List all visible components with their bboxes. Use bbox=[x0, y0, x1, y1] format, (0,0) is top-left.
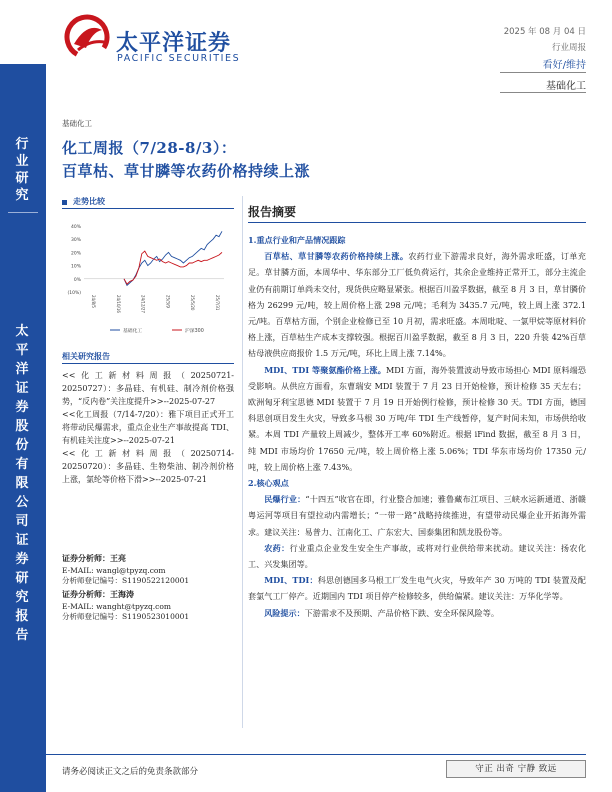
industry-label: 基础化工 bbox=[546, 81, 586, 92]
paragraph-pesticide-view bbox=[248, 540, 586, 572]
report-date: 2025 年 08 月 04 日 bbox=[503, 27, 586, 37]
x-tick-label: 24/8/5 bbox=[91, 295, 96, 308]
paragraph-text: 下游需求不及预期、产品价格下跌、安全环保风险等。 bbox=[304, 607, 499, 618]
paragraph-text: MDI 方面，海外装置波动导致市场担心 MDI 原料端恐受影响。从供应方面看，东曹瑞安 MDI 装置于 7 月 23 日开始检修，预计检修 35 天左右；欧洲匈牙利宝思德 MDI 装置于 7 月 19 日开始例行检修，预计检修 30 天。TDI 方面，德国科思创项目发生火灾，导致多马根 30 万吨/年 TDI 生产线暂停，复产时间未知，市场供给收紧。本周 TDI 产量较上周减少，整体开工率 60%附近。根据 iFind 数据，截至 8 月 3 日，纯 MDI 市场均价 17650 元/吨，较上周价格上涨 5.06%；TDI 华东市场均价 17350 元/吨，较上周价格上涨 7.43%。 bbox=[248, 364, 586, 472]
logo-company-english: PACIFIC SECURITIES bbox=[117, 53, 241, 64]
band-char: 行 bbox=[15, 137, 31, 152]
analyst-email[interactable]: E-MAIL: wangl@tpyzq.com bbox=[62, 565, 166, 575]
related-report-item[interactable]: <<化工新材料周报（20250714-20250720）：多晶硅、生物柴油、制冷剂价格上涨，氯纶等价格下滑>>--2025-07-21 bbox=[62, 449, 234, 484]
sector-label: 基础化工 bbox=[62, 119, 92, 128]
paragraph-mdi-tdi bbox=[248, 572, 586, 604]
analyst-name: 证券分析师：王海涛 bbox=[62, 589, 134, 599]
band-char: 告 bbox=[15, 628, 31, 643]
paragraph-keyword: MDI、TDI： bbox=[264, 575, 318, 586]
x-tick-label: 24/10/16 bbox=[115, 295, 121, 313]
section-divider bbox=[62, 363, 234, 364]
y-tick-label: (10%) bbox=[67, 291, 81, 296]
band-label-company-report bbox=[0, 322, 46, 645]
paragraph-risk bbox=[248, 605, 586, 621]
related-reports-heading: 相关研究报告 bbox=[62, 351, 110, 361]
band-char: 研 bbox=[15, 171, 31, 186]
analyst-block bbox=[62, 553, 237, 587]
analyst-email[interactable]: E-MAIL: wanght@tpyzq.com bbox=[62, 601, 171, 611]
paragraph-text: 农药行业下游需求良好，海外需求旺盛，订单充足。草甘膦方面，本周华中、华东部分工厂低负荷运行，其余企业维持正常开工，部分主流企业仍有前期订单尚未交付，现货供应略显紧张。根据百川盈孚数据，截至 8 月 3 日，草甘膦价格为 26299 元/吨，较上周价格上涨 298 元/吨；毛利为 3435.7 元/吨，较上周上涨 372.1 元/吨。百草枯方面，个别企业检修已至 10 月初，需求旺盛。本周吡啶、一氯甲烷等原材料价格上涨，百草枯生产成本支撑较强。根据百川盈孚数据，截至 8 月 3 日，220 升装 42%百草枯母液供应商报价 1.5 万元/吨，环比上周上涨 7.14%。 bbox=[248, 251, 586, 359]
footer-disclaimer: 请务必阅读正文之后的免责条款部分 bbox=[62, 767, 199, 777]
analyst-name: 证券分析师：王亮 bbox=[62, 553, 126, 563]
band-char: 太 bbox=[15, 324, 31, 339]
column-divider bbox=[242, 196, 243, 728]
section-divider bbox=[248, 222, 586, 223]
paragraph-explosives bbox=[248, 491, 586, 540]
pacific-securities-logo-icon bbox=[64, 14, 110, 60]
paragraph-keyword: 风险提示： bbox=[264, 607, 305, 618]
band-char: 份 bbox=[15, 438, 31, 453]
legend-label: 基础化工 bbox=[123, 328, 143, 334]
x-tick-label: 25/5/20 bbox=[190, 295, 196, 311]
y-tick-label: 10% bbox=[70, 264, 81, 270]
paragraph-keyword: 百草枯、草甘膦等农药价格持续上涨。 bbox=[264, 251, 409, 262]
band-char: 报 bbox=[15, 609, 31, 624]
trend-heading bbox=[62, 196, 105, 207]
y-tick-label: 30% bbox=[70, 238, 81, 244]
analyst-block bbox=[62, 589, 237, 623]
rating-label: 看好/维持 bbox=[542, 60, 586, 71]
y-tick-label: 40% bbox=[70, 225, 81, 230]
x-tick-label: 24/12/27 bbox=[140, 295, 146, 313]
left-side-band bbox=[0, 64, 46, 792]
trend-heading-text: 走势比较 bbox=[73, 196, 105, 206]
band-char: 限 bbox=[15, 476, 31, 491]
analyst-cert: 分析师登记编号：S1190523010001 bbox=[62, 612, 190, 621]
summary-body bbox=[248, 232, 586, 621]
band-char: 证 bbox=[15, 533, 31, 548]
band-char: 司 bbox=[15, 514, 31, 529]
x-tick-label: 25/3/9 bbox=[165, 295, 171, 308]
series-line bbox=[124, 231, 222, 285]
section-divider bbox=[62, 208, 234, 209]
y-tick-label: 20% bbox=[70, 251, 81, 257]
band-char: 券 bbox=[15, 552, 31, 567]
band-char: 研 bbox=[15, 571, 31, 586]
report-title-line2: 百草枯、草甘膦等农药价格持续上涨 bbox=[62, 162, 311, 180]
report-title-line1: 化工周报（7/28-8/3）： bbox=[62, 139, 237, 157]
summary-title: 报告摘要 bbox=[248, 205, 297, 219]
related-reports-list bbox=[62, 369, 234, 486]
trend-chart bbox=[62, 220, 232, 340]
report-type: 行业周报 bbox=[551, 43, 586, 53]
band-char: 洋 bbox=[15, 362, 31, 377]
y-tick-label: 0% bbox=[73, 277, 81, 283]
footer-motto: 守正 出奇 宁静 致远 bbox=[446, 760, 586, 778]
band-char: 究 bbox=[15, 188, 31, 203]
paragraph-text: 科思创德国多马根工厂发生电气火灾，导致年产 30 万吨的 TDI 装置及配套氯气工厂停产。近期国内 TDI 项目停产检修较多，供给偏紧。建议关注：万华化学等。 bbox=[248, 575, 587, 602]
band-char: 公 bbox=[15, 495, 31, 510]
series-line bbox=[124, 251, 222, 284]
footer-divider bbox=[46, 754, 586, 755]
paragraph-pesticide bbox=[248, 248, 586, 361]
band-label-industry-research bbox=[0, 136, 46, 204]
header-divider bbox=[500, 72, 586, 73]
paragraph-polyurethane bbox=[248, 362, 586, 475]
band-char: 究 bbox=[15, 590, 31, 605]
legend-label: 沪深300 bbox=[185, 328, 204, 334]
x-tick-label: 25/7/31 bbox=[215, 295, 220, 311]
paragraph-keyword: 民爆行业： bbox=[264, 494, 306, 505]
related-report-item[interactable]: <<化工周报（7/14-7/20）：雅下项目正式开工将带动民爆需求，重点企业生产事故提高 TDI、有机硅关注度>>--2025-07-21 bbox=[62, 410, 234, 445]
band-char: 券 bbox=[15, 400, 31, 415]
paragraph-text: 行业重点企业发生安全生产事故，或将对行业供给带来扰动。建议关注：扬农化工、兴发集团等。 bbox=[248, 542, 586, 570]
paragraph-keyword: 农药： bbox=[264, 542, 290, 553]
band-char: 平 bbox=[15, 343, 31, 358]
logo-company-name: 太平洋证券 bbox=[116, 31, 232, 56]
band-divider bbox=[8, 212, 38, 213]
analyst-cert: 分析师登记编号：S1190522120001 bbox=[62, 576, 190, 585]
section-heading: 1.重点行业和产品情况跟踪 bbox=[248, 235, 346, 245]
band-char: 有 bbox=[15, 457, 31, 472]
paragraph-keyword: MDI、TDI 等聚氨酯价格上涨。 bbox=[264, 364, 386, 375]
band-char: 股 bbox=[15, 419, 31, 434]
paragraph-text: “十四五”收官在即，行业整合加速；雅鲁藏布江项目、三峡水运新通道、浙赣粤运河等项目有望拉动内需增长；“一带一路”战略持续推进，有望带动民爆企业开拓海外需求。建议关注：易普力、江南化工、广东宏大、国泰集团和凯龙股份等。 bbox=[248, 494, 586, 537]
bullet-square-icon bbox=[62, 200, 67, 205]
band-char: 证 bbox=[15, 381, 31, 396]
band-char: 业 bbox=[15, 154, 31, 169]
header-divider bbox=[500, 92, 586, 93]
related-report-item[interactable]: <<化工新材料周报（20250721-20250727）：多晶硅、有机硅、制冷剂价格强势，“反内卷”关注度提升>>--2025-07-27 bbox=[62, 371, 234, 406]
section-heading: 2.核心观点 bbox=[248, 478, 289, 489]
